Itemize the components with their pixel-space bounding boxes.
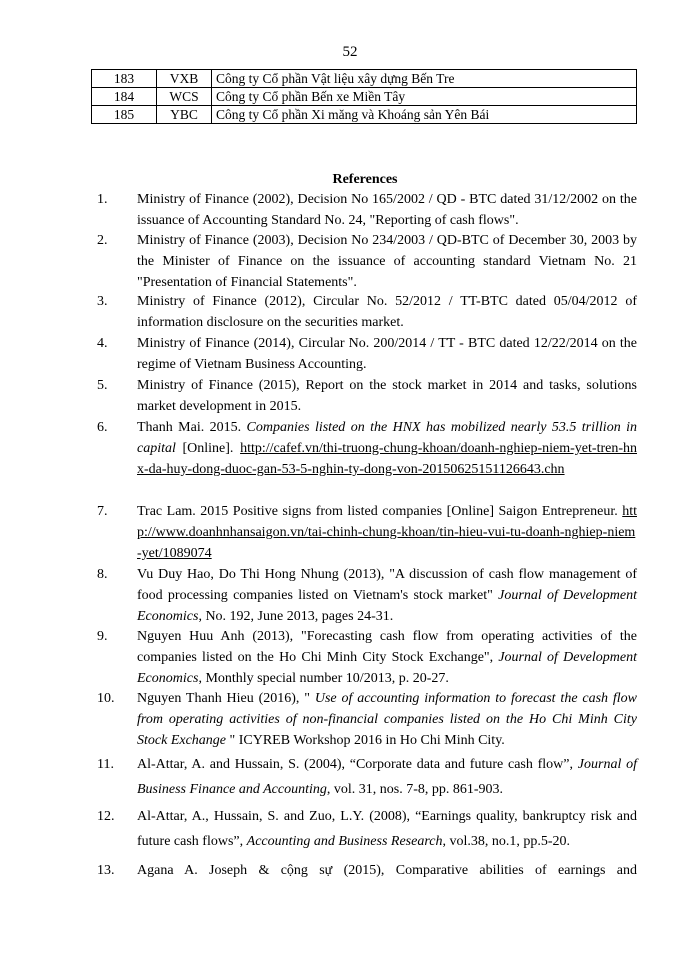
reference-item: [97, 564, 637, 627]
reference-text: Ministry of Finance (2002), Decision No 165/2002 / QD - BTC dated 31/12/2002 on the issuance of Accounting Standard No. 24, "Reporting of cash flows".: [137, 192, 637, 228]
reference-item: [97, 291, 637, 333]
reference-details: , No. 192, June 2013, pages 24-31.: [198, 609, 394, 624]
reference-title: Companies listed on the HNX has mobilized nearly 53.5 trillion in capital: [137, 420, 637, 456]
reference-details: , Monthly special number 10/2013, p. 20-27.: [198, 671, 449, 686]
reference-number: 13.: [97, 863, 115, 878]
company-table: [91, 69, 637, 124]
reference-number: 9.: [97, 629, 108, 644]
reference-source: [Online].: [175, 441, 241, 456]
reference-author: Al-Attar, A., Hussain, S. and Zuo, L.Y. (2008), “Earnings quality, bankruptcy risk and future cash flows”,: [137, 809, 637, 849]
reference-item: [97, 626, 637, 689]
reference-details: , vol. 31, nos. 7-8, pp. 861-903.: [326, 782, 504, 797]
reference-journal: Journal of Business Finance and Accounting: [137, 757, 637, 797]
reference-author: Trac Lam. 2015 Positive signs from listed companies [Online] Saigon Entrepreneur.: [137, 504, 623, 519]
company-number: 183: [92, 70, 157, 88]
reference-number: 1.: [97, 192, 108, 207]
company-number: 185: [92, 106, 157, 124]
reference-journal: Journal of Development Economics: [137, 588, 637, 624]
reference-author: Nguyen Huu Anh (2013), "Forecasting cash flow from operating activities of the companies listed on the Ho Chi Minh City Stock Exchange",: [137, 629, 637, 665]
reference-number: 2.: [97, 233, 108, 248]
reference-title: Use of accounting information to forecast the cash flow from operating activities of non-financial companies listed on the Ho Chi Minh City Stock Exchange: [137, 691, 638, 748]
reference-text: [137, 564, 637, 627]
reference-item: [97, 230, 637, 293]
reference-number: 11.: [97, 757, 114, 772]
reference-text: [137, 804, 637, 854]
reference-details: , vol.38, no.1, pp.5-20.: [442, 834, 571, 849]
company-number: 184: [92, 88, 157, 106]
company-name: Công ty Cổ phần Xi măng và Khoáng sản Yên Bái: [212, 106, 637, 124]
reference-text: [137, 688, 637, 751]
reference-number: 10.: [97, 691, 115, 706]
reference-number: 12.: [97, 809, 115, 824]
table-row: [92, 70, 637, 88]
reference-text: Ministry of Finance (2003), Decision No 234/2003 / QD-BTC of December 30, 2003 by the Minister of Finance on the issuance of accounting standard Vietnam No. 21 "Presentation of Financial Statements".: [137, 233, 637, 290]
reference-link[interactable]: http://cafef.vn/thi-truong-chung-khoan/doanh-nghiep-niem-yet-tren-hnx-da-huy-dong-duoc-gan-53-5-nghin-ty-dong-von-20150625151126643.chn: [137, 441, 637, 477]
reference-author: Thanh Mai. 2015.: [137, 420, 247, 435]
company-code: YBC: [157, 106, 212, 124]
reference-item: [97, 804, 637, 854]
reference-number: 4.: [97, 336, 108, 351]
reference-journal: Journal of Development Economics: [137, 650, 637, 686]
reference-item: [97, 501, 637, 564]
reference-item: [97, 858, 637, 883]
company-code: VXB: [157, 70, 212, 88]
reference-link[interactable]: http://www.doanhnhansaigon.vn/tai-chinh-chung-khoan/tin-hieu-vui-tu-doanh-nghiep-niem-yet/1089074: [137, 504, 637, 561]
reference-number: 5.: [97, 378, 108, 393]
reference-item: [97, 189, 637, 231]
company-name: Công ty Cổ phần Vật liệu xây dựng Bến Tre: [212, 70, 637, 88]
page-number: 52: [342, 44, 358, 60]
reference-author: Al-Attar, A. and Hussain, S. (2004), “Corporate data and future cash flow”,: [137, 757, 578, 772]
reference-text: Ministry of Finance (2014), Circular No. 200/2014 / TT - BTC dated 12/22/2014 on the regime of Vietnam Business Accounting.: [137, 336, 637, 372]
reference-number: 3.: [97, 294, 108, 309]
reference-number: 6.: [97, 420, 108, 435]
reference-text: [137, 501, 637, 564]
reference-number: 7.: [97, 504, 108, 519]
company-code: WCS: [157, 88, 212, 106]
reference-text: Ministry of Finance (2015), Report on the stock market in 2014 and tasks, solutions market development in 2015.: [137, 378, 637, 414]
references-title: References: [332, 172, 398, 187]
reference-text: Agana A. Joseph & cộng sự (2015), Comparative abilities of earnings and: [137, 863, 637, 878]
table-row: [92, 88, 637, 106]
reference-item: [97, 333, 637, 375]
reference-author: Vu Duy Hao, Do Thi Hong Nhung (2013), "A discussion of cash flow management of food processing companies listed on Vietnam's stock market": [137, 567, 637, 603]
reference-journal: Accounting and Business Research: [246, 834, 443, 849]
reference-text: [137, 626, 637, 689]
reference-item: [97, 375, 637, 417]
table-row: [92, 106, 637, 124]
reference-text: [137, 752, 637, 802]
reference-item: [97, 752, 637, 802]
reference-item: [97, 688, 637, 751]
reference-text: Ministry of Finance (2012), Circular No. 52/2012 / TT-BTC dated 05/04/2012 of information disclosure on the securities market.: [137, 294, 637, 330]
reference-item: [97, 417, 637, 480]
reference-text: [137, 417, 637, 480]
company-name: Công ty Cổ phần Bến xe Miền Tây: [212, 88, 637, 106]
reference-details: " ICYREB Workshop 2016 in Ho Chi Minh City.: [226, 733, 505, 748]
reference-author: Nguyen Thanh Hieu (2016), ": [137, 691, 315, 706]
reference-number: 8.: [97, 567, 108, 582]
